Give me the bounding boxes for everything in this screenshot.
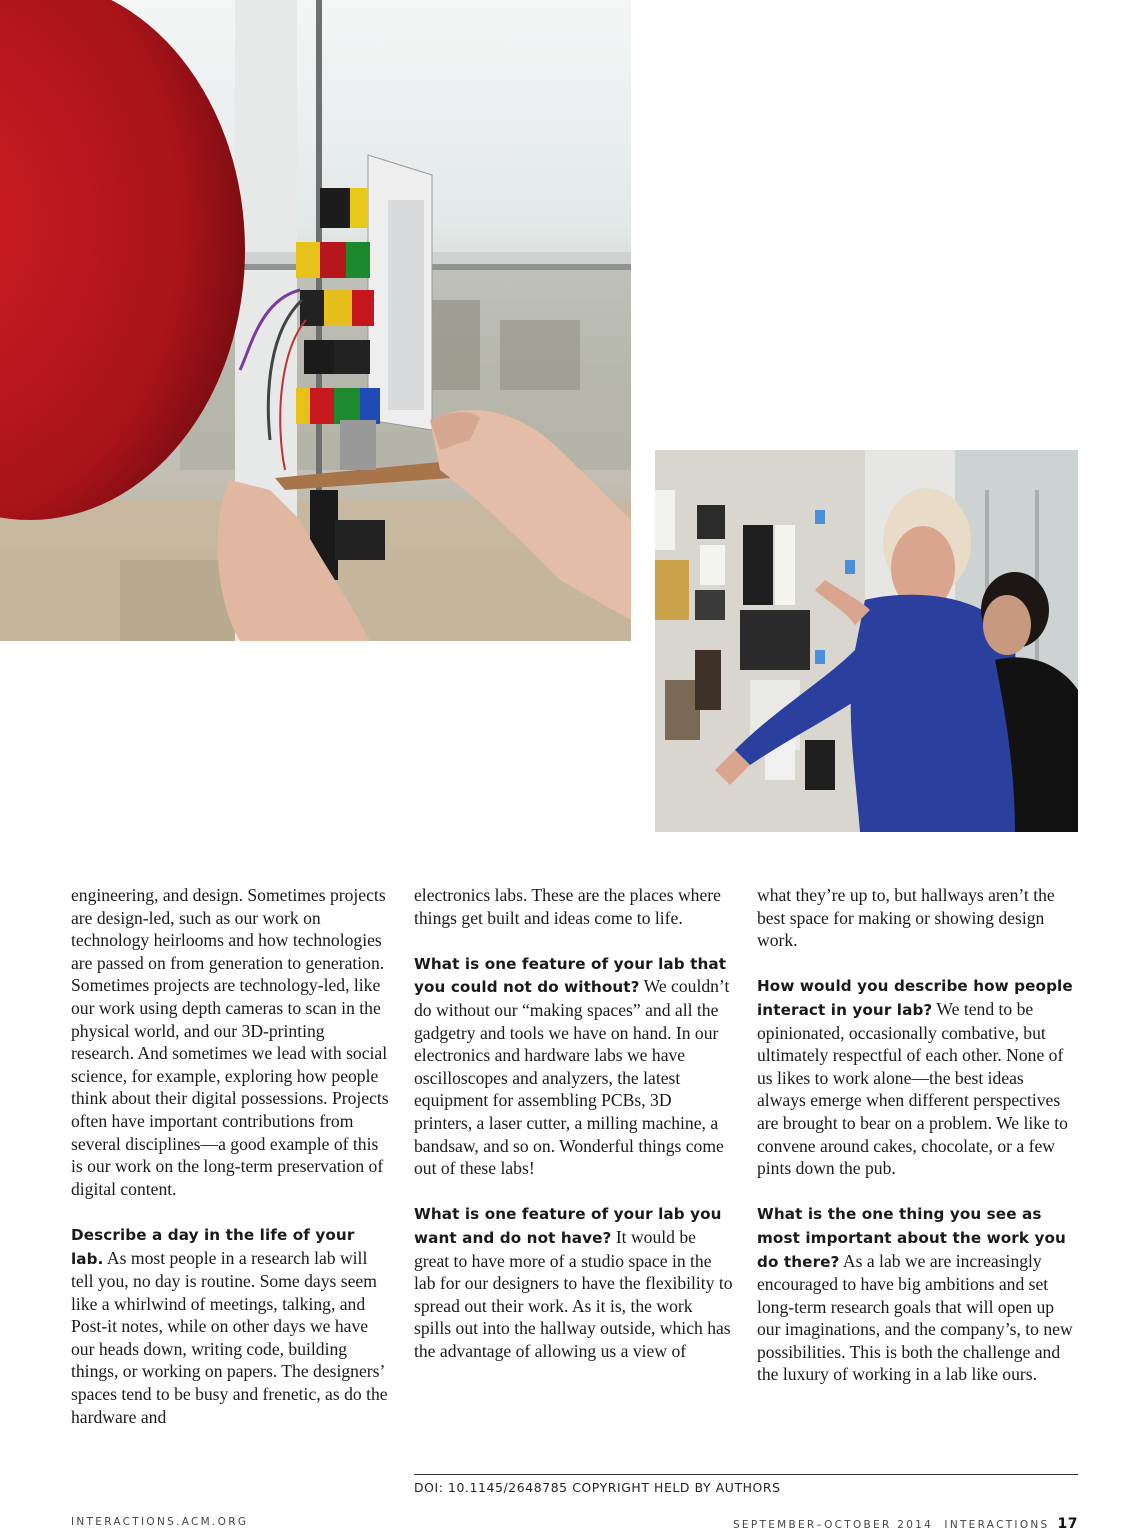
text-column-2 <box>414 884 734 1362</box>
doi-notice: DOI: 10.1145/2648785 COPYRIGHT HELD BY AUTHORS <box>414 1480 781 1495</box>
interview-question: What is the one thing you see as most important about the work you do there? <box>757 1205 1066 1271</box>
photo-device-prototype <box>0 0 631 641</box>
paragraph: engineering, and design. Sometimes projects are design-led, such as our work on technology heirlooms and how technologies are passed on from generation to generation. Sometimes projects are technology-led, like our work using depth cameras to scan in the physical world, and our 3D-printing research. And sometimes we lead with social science, for example, exploring how people think about their digital possessions. Projects often have important contributions from several disciplines—a good example of this is our work on the long-term preservation of digital content. <box>71 885 389 1199</box>
paragraph <box>757 974 1077 1179</box>
paragraph: electronics labs. These are the places where things get built and ideas come to life. <box>414 885 721 928</box>
interview-question: Describe a day in the life of your lab. <box>71 1225 355 1268</box>
footer-rule <box>414 1474 1078 1475</box>
paragraph <box>414 952 734 1180</box>
footer-website: INTERACTIONS.ACM.ORG <box>71 1516 249 1528</box>
interview-answer: As most people in a research lab will tell you, no day is routine. Some days seem like a whirlwind of meetings, talking, and Post-it notes, while on other days we have our heads down, writing code, building things, or working on papers. The designers’ spaces tend to be busy and frenetic, as do the hardware and <box>71 1247 388 1427</box>
interview-question: How would you describe how people interact in your lab? <box>757 977 1073 1019</box>
footer-issue <box>733 1516 1078 1532</box>
interview-answer: We couldn’t do without our “making spaces” and all the gadgetry and tools we have on hand. In our electronics and hardware labs we have oscilloscopes and analyzers, the latest equipment for assembling PCBs, 3D printers, a laser cutter, a milling machine, a bandsaw, and so on. Wonderful things come out of these labs! <box>414 976 730 1179</box>
text-column-3 <box>757 884 1077 1386</box>
interview-question: What is one feature of your lab that you could not do without? <box>414 954 727 997</box>
interview-answer: As a lab we are increasingly encouraged to have big ambitions and set long-term research goals that will open up our imaginations, and the company’s, to new possibilities. This is both the challenge and the luxury of working in a lab like ours. <box>757 1250 1073 1385</box>
interview-question: What is one feature of your lab you want and do not have? <box>414 1205 722 1247</box>
photo-design-wall <box>655 450 1078 832</box>
text-column-1 <box>71 884 391 1428</box>
paragraph <box>71 1223 391 1428</box>
paragraph: what they’re up to, but hallways aren’t the best space for making or showing design work. <box>757 885 1055 951</box>
interview-answer: We tend to be opinionated, occasionally combative, but ultimately respectful of each other. None of us likes to work alone—the best ideas always emerge when different perspectives are brought to bear on a problem. We like to convene around cakes, chocolate, or a few pints down the pub. <box>757 998 1068 1179</box>
interview-answer: It would be great to have more of a studio space in the lab for our designers to have the flexibility to spread out their work. As it is, the work spills out into the hallway outside, which has the advantage of allowing us a view of <box>414 1226 733 1361</box>
footer-issue-label: SEPTEMBER–OCTOBER 2014 INTERACTIONS <box>732 1519 1050 1531</box>
page-number: 17 <box>1057 1516 1078 1532</box>
paragraph <box>414 1202 734 1362</box>
paragraph <box>757 1202 1077 1386</box>
